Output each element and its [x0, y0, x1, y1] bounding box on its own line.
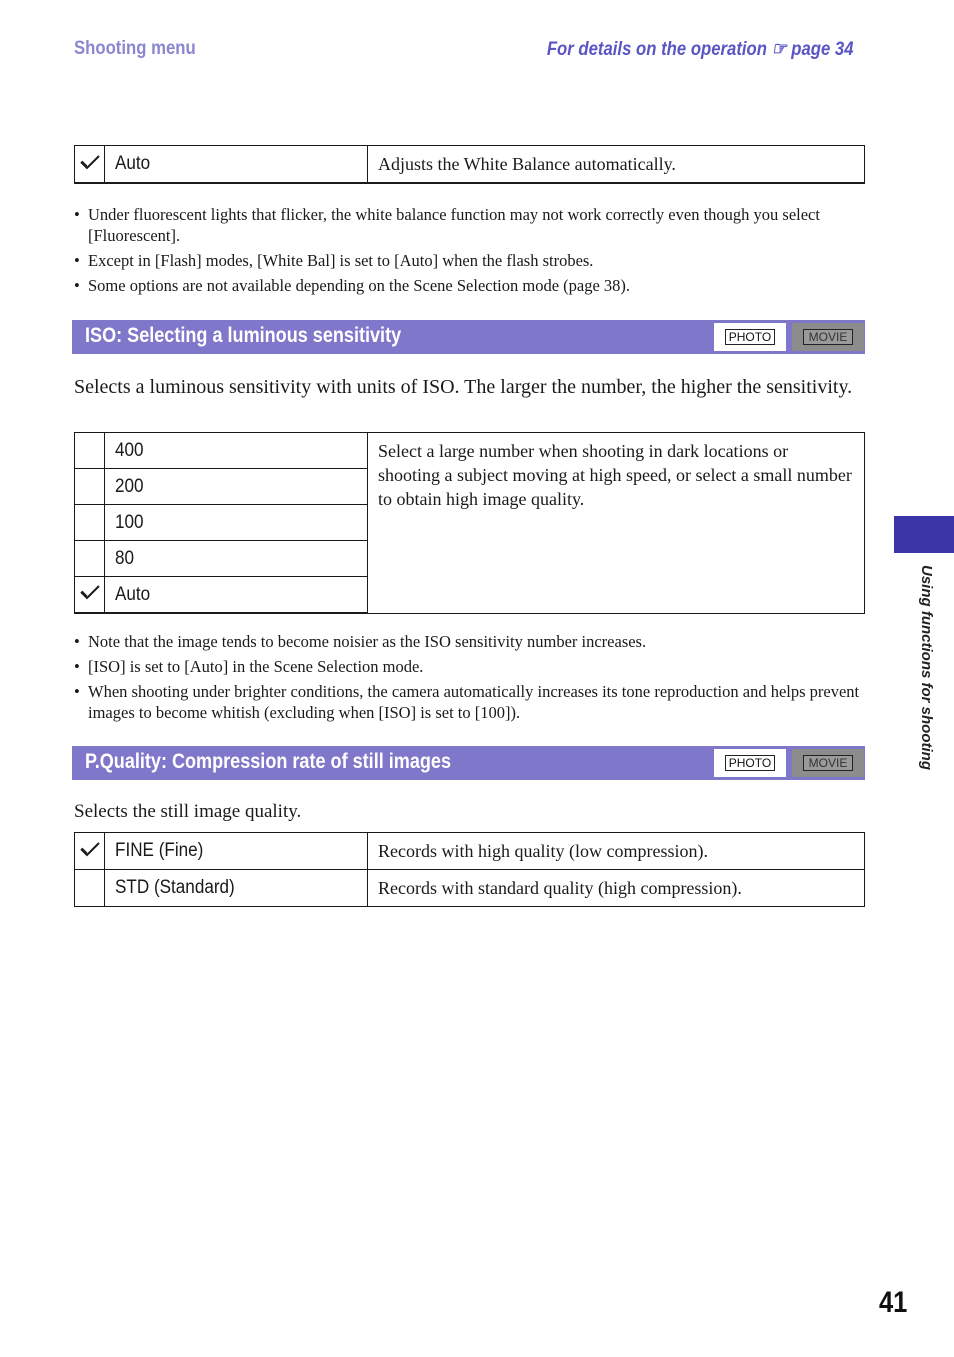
- default-mark-cell: [75, 870, 105, 907]
- option-name: STD (Standard): [105, 870, 368, 907]
- list-item: • Some options are not available depending on the Scene Selection mode (page 38).: [74, 275, 864, 296]
- quality-section-title: P.Quality: Compression rate of still images: [85, 750, 451, 773]
- default-mark-cell: [75, 541, 105, 577]
- default-mark-cell: [75, 433, 105, 469]
- photo-badge: PHOTO: [714, 323, 786, 351]
- list-item: • Note that the image tends to become noisier as the ISO sensitivity number increases.: [74, 631, 864, 652]
- list-item: • When shooting under brighter conditions, the camera automatically increases its tone reproduction and helps prevent images to become whitish (excluding when [ISO] is set to [100]).: [74, 681, 864, 723]
- white-balance-notes: [74, 204, 864, 300]
- photo-badge: PHOTO: [714, 749, 786, 777]
- option-name: 100: [105, 505, 368, 541]
- option-description: Records with standard quality (high compression).: [368, 870, 865, 907]
- checkmark-icon: [80, 154, 100, 170]
- quality-table: [74, 832, 865, 907]
- movie-badge: MOVIE: [792, 749, 864, 777]
- quality-section-bar: [72, 746, 865, 780]
- white-balance-table: [74, 145, 865, 184]
- movie-badge: MOVIE: [792, 323, 864, 351]
- option-name: Auto: [105, 577, 368, 614]
- chapter-tab-label: Using functions for shooting: [918, 565, 935, 770]
- list-item: • Except in [Flash] modes, [White Bal] is set to [Auto] when the flash strobes.: [74, 250, 864, 271]
- default-mark-cell: [75, 469, 105, 505]
- iso-section-title: ISO: Selecting a luminous sensitivity: [85, 324, 402, 347]
- iso-section-bar: [72, 320, 865, 354]
- iso-notes: [74, 631, 864, 727]
- table-row: [75, 870, 865, 907]
- option-name: 80: [105, 541, 368, 577]
- table-row: [75, 146, 865, 184]
- details-link[interactable]: For details on the operation ☞ page 34: [547, 39, 854, 60]
- option-name: 200: [105, 469, 368, 505]
- option-description: Records with high quality (low compression).: [368, 833, 865, 870]
- option-description: Select a large number when shooting in dark locations or shooting a subject moving at high speed, or select a small number to obtain high image quality.: [368, 433, 865, 614]
- iso-table: [74, 432, 865, 614]
- option-name: 400: [105, 433, 368, 469]
- default-mark-cell: [75, 505, 105, 541]
- table-row: [75, 433, 865, 469]
- option-description: Adjusts the White Balance automatically.: [368, 146, 865, 184]
- default-mark-cell: [75, 833, 105, 870]
- table-row: [75, 833, 865, 870]
- list-item: • [ISO] is set to [Auto] in the Scene Selection mode.: [74, 656, 864, 677]
- section-title: Shooting menu: [74, 38, 196, 59]
- checkmark-icon: [80, 584, 100, 600]
- default-mark-cell: [75, 146, 105, 184]
- chapter-tab[interactable]: [894, 516, 954, 553]
- quality-intro: Selects the still image quality.: [74, 801, 302, 822]
- option-name: FINE (Fine): [105, 833, 368, 870]
- checkmark-icon: [80, 841, 100, 857]
- page-number: 41: [879, 1286, 908, 1319]
- default-mark-cell: [75, 577, 105, 614]
- list-item: • Under fluorescent lights that flicker, the white balance function may not work correctly even though you select [Fluorescent].: [74, 204, 864, 246]
- option-name: Auto: [105, 146, 368, 184]
- iso-intro: Selects a luminous sensitivity with units of ISO. The larger the number, the higher the sensitivity.: [74, 376, 853, 398]
